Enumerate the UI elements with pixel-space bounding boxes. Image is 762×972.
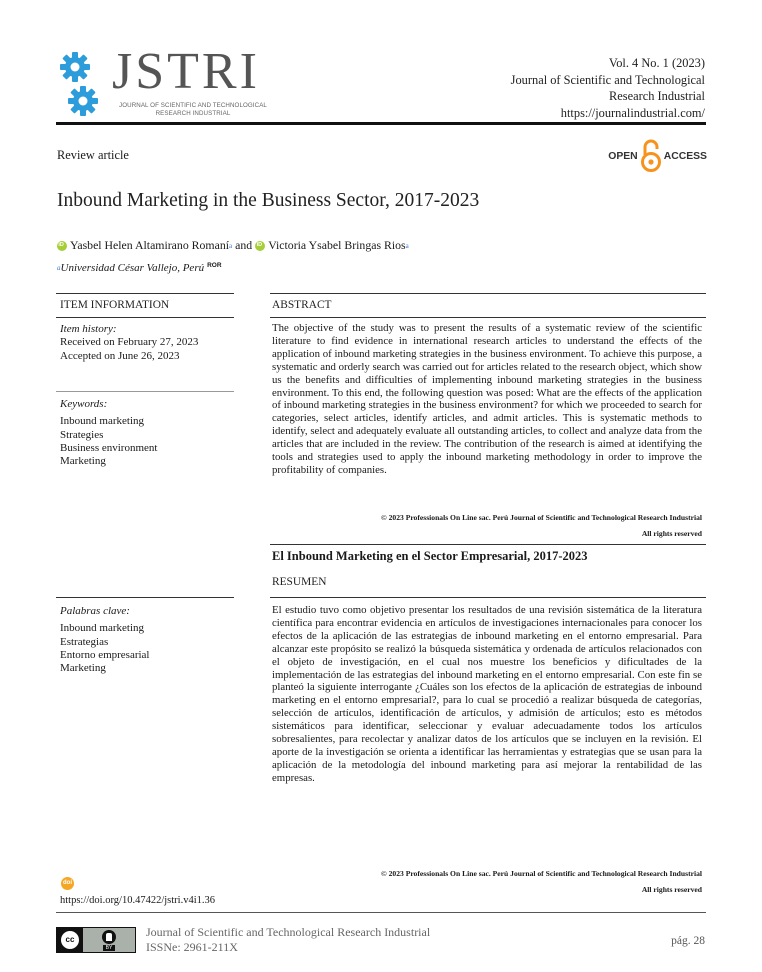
open-access-open: OPEN xyxy=(608,150,638,162)
logo-subtitle: JOURNAL OF SCIENTIFIC AND TECHNOLOGICAL RESEARCH INDUSTRIAL xyxy=(119,102,267,117)
keyword-item: Inbound marketing xyxy=(60,622,145,635)
resumen-rule xyxy=(270,597,706,598)
copyright-notice xyxy=(381,866,702,898)
keyword-item: Inbound marketing xyxy=(60,415,145,428)
footer-rule xyxy=(56,912,706,913)
gear-small-icon xyxy=(66,84,100,118)
keywords-label: Keywords: xyxy=(60,398,108,410)
keywords-rule xyxy=(56,391,234,392)
authors: iD Yasbel Helen Altamirano Romaní a and iD Victoria Ysabel Bringas Rios a xyxy=(57,238,409,253)
header-rule xyxy=(56,122,706,125)
journal-logo xyxy=(56,44,286,126)
journal-url[interactable]: https://journalindustrial.com/ xyxy=(560,105,705,120)
item-info-heading-rule xyxy=(56,317,234,318)
article-type: Review article xyxy=(57,148,129,162)
resumen-heading: RESUMEN xyxy=(272,576,327,588)
abstract-top-rule xyxy=(270,293,706,294)
spanish-title: El Inbound Marketing en el Sector Empresarial, 2017-2023 xyxy=(272,549,588,563)
gear-large-icon xyxy=(58,50,92,84)
resumen-text: El estudio tuvo como objetivo presentar los resultados de una revisión sistemática de la literatura científica para encontrar evidencia en artículos de investigaciones internacionales para conocer los efectos de la aplicación de las estrategias de inbound marketing en el entorno empresarial. Para alcanzar este propósito se realizó la búsqueda sistemática y ordenada de artículos relacionados con el objeto de investigación, en el cual nos muestre los beneficios y dificultades de la implementación de las estrategias del inbound marketing en el entorno empresarial. Con este fin se planteó la siguiente interrogante ¿Cuáles son los efectos de la aplicación de estrategias de inbound marketing en el entorno empresarial?, para lo cual se procedió a realizar búsqueda de categorías, selección de artículos, identificación de artículos, y admisión de artículos; esto es métodos sistemáticos para identificar, seleccionar y evaluar adecuadamente todos los artículos sobresalientes, para recolectar y analizar datos de los artículos que se incluyen en la revisión. El aporte de la investigación se orienta a identificar las herramientas y estrategias que se usan para la aplicación de la metodología del inbound marketing para así mejorar la rentabilidad de las empresas. xyxy=(272,604,702,784)
palabras-clave-label: Palabras clave: xyxy=(60,605,130,617)
by-label: BY xyxy=(103,945,116,951)
palabras-clave-block xyxy=(60,605,150,675)
journal-name-line1: Journal of Scientific and Technological xyxy=(510,72,705,87)
item-history-label: Item history: xyxy=(60,323,117,335)
author-connector: and xyxy=(235,238,253,252)
doi-link[interactable]: https://doi.org/10.47422/jstri.v4i1.36 xyxy=(60,895,215,906)
affiliation-text: Universidad César Vallejo, Perú xyxy=(60,262,205,274)
open-access-access: ACCESS xyxy=(663,150,707,162)
rights-reserved: All rights reserved xyxy=(641,529,702,538)
received-date: Received on February 27, 2023 xyxy=(60,336,199,349)
cc-icon: cc xyxy=(57,928,83,952)
keyword-item: Strategies xyxy=(60,428,104,441)
journal-name-line2: Research Industrial xyxy=(609,89,705,103)
keyword-item: Marketing xyxy=(60,662,106,675)
author-name: Victoria Ysabel Bringas Rios xyxy=(268,238,406,252)
keywords-block xyxy=(60,398,157,468)
page-number: pág. 28 xyxy=(671,935,705,947)
keyword-item: Entorno empresarial xyxy=(60,648,150,661)
volume: Vol. 4 No. 1 (2023) xyxy=(608,56,705,70)
item-info-top-rule xyxy=(56,293,234,294)
item-info-heading: ITEM INFORMATION xyxy=(60,299,170,311)
orcid-icon[interactable] xyxy=(57,241,67,251)
footer-journal xyxy=(146,925,430,955)
journal-meta xyxy=(511,55,705,121)
copyright-line: © 2023 Professionals On Line sac. Perú Journal of Scientific and Technological Research Industrial xyxy=(381,513,702,522)
abstract-text: The objective of the study was to present the results of a systematic review of the scientific literature to find evidence in international research articles to understand the effects of the application of inbound marketing strategies in the business environment. To achieve this purpose, a systematic and orderly search was carried out for articles related to the research object, which show us the benefits and difficulties of implementing inbound marketing strategies in the business environment. To this end, the following question was posed: What are the effects of the application of inbound marketing strategies in the business environment? for which we proceeded to search for categories, select articles, identify articles, and admit articles. This is systematic methods to identify, select and adequately evaluate all outstanding articles, to collect and analyze data from the articles that are included in the review. The contribution of the research is aimed at identifying the tools and strategies used to apply the inbound marketing methodology in order to improve the profitability of companies. xyxy=(272,322,702,476)
by-icon xyxy=(83,928,135,952)
footer-journal-name: Journal of Scientific and Technological Research Industrial xyxy=(146,925,431,939)
footer-issn: ISSNe: 2961-211X xyxy=(146,940,238,954)
accepted-date: Accepted on June 26, 2023 xyxy=(60,349,180,362)
palabras-rule xyxy=(56,597,234,598)
rights-reserved: All rights reserved xyxy=(641,885,702,894)
cc-by-license-icon[interactable] xyxy=(56,927,136,953)
keyword-item: Marketing xyxy=(60,455,106,468)
abstract-heading: ABSTRACT xyxy=(272,299,332,311)
keyword-item: Estrategias xyxy=(60,635,109,648)
copyright-notice xyxy=(381,510,702,542)
open-lock-icon xyxy=(641,139,661,173)
ror-icon[interactable]: ROR xyxy=(207,262,222,269)
author-name: Yasbel Helen Altamirano Romaní xyxy=(70,238,230,252)
person-icon xyxy=(102,930,116,944)
article-title: Inbound Marketing in the Business Sector, 2017-2023 xyxy=(57,190,480,211)
abstract-heading-rule xyxy=(270,317,706,318)
open-access-badge xyxy=(608,138,707,174)
item-history xyxy=(60,323,198,363)
orcid-icon[interactable] xyxy=(255,241,265,251)
keyword-item: Business environment xyxy=(60,441,158,454)
spanish-top-rule xyxy=(270,544,706,545)
affiliation: a Universidad César Vallejo, Perú ROR xyxy=(57,262,222,274)
doi-icon: doi xyxy=(61,877,74,890)
logo-wordmark: JSTRI xyxy=(112,43,260,100)
copyright-line: © 2023 Professionals On Line sac. Perú Journal of Scientific and Technological Research Industrial xyxy=(381,869,702,878)
